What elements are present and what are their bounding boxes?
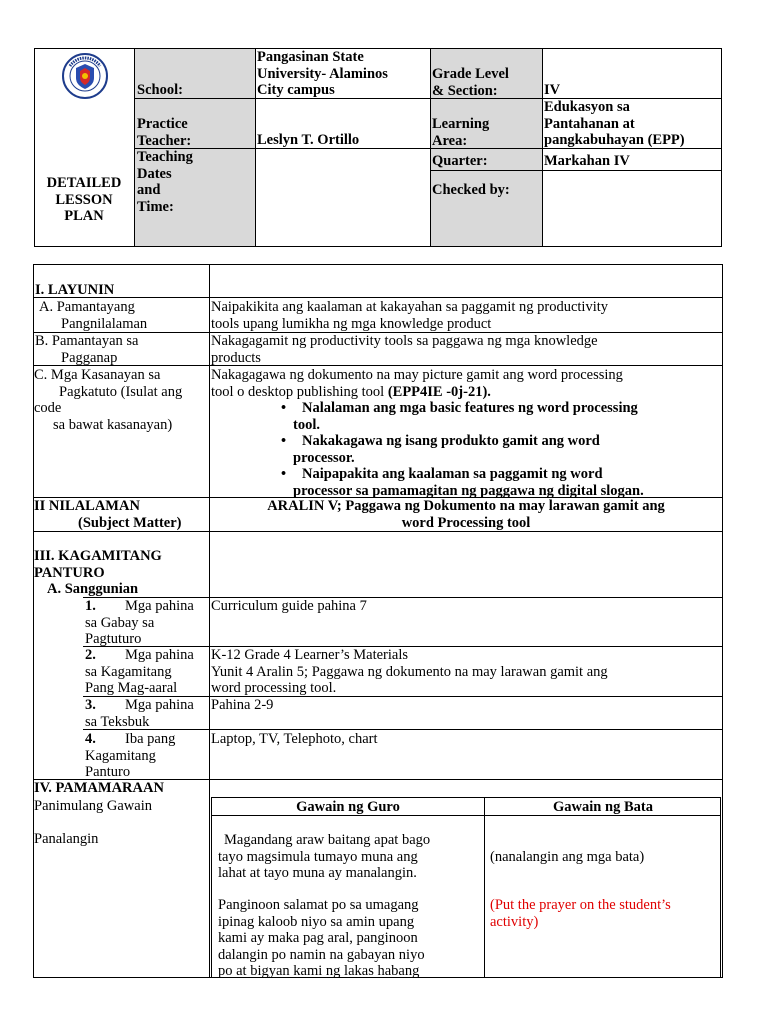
sanggunian-item-2-label: 2. Mga pahina sa Kagamitang Pang Mag-aaral [85,647,194,696]
sanggunian-item-3-value: Pahina 2-9 [211,697,274,713]
objectives-list [281,400,721,499]
kagamitan-heading: III. KAGAMITANG PANTURO A. Sanggunian [34,548,162,597]
grade-label: Grade Level & Section: [432,66,509,99]
teacher-label: Practice Teacher: [137,116,192,149]
deped-seal-logo [61,52,109,100]
pamantayan-sa-pagganap-value: Nakagagamit ng productivity tools sa paggawa ng mga knowledge products [211,333,598,366]
nilalaman-heading: II NILALAMAN (Subject Matter) [34,498,182,531]
bullet-icon: • [281,400,287,416]
bullet-icon: • [281,433,287,449]
bata-prayer-response: (nanalangin ang mga bata) [490,849,645,865]
pamantayan-sa-pagganap-label: B. Pamantayan sa Pagganap [35,333,139,366]
quarter-value: Markahan IV [544,153,630,169]
sanggunian-subheading: A. Sanggunian [47,581,139,597]
panalangin-label: Panalangin [34,831,99,847]
sanggunian-item-4-label: 4. Iba pang Kagamitang Panturo [85,731,176,780]
lesson-plan-title: DETAILED LESSON PLAN [46,175,122,224]
pamantayang-pangnilalaman-value: Naipakikita ang kaalaman at kakayahan sa paggamit ng productivity tools upang lumikha ng mga knowledge product [211,299,609,332]
area-label: Learning Area: [432,116,490,149]
student-activity-note: (Put the prayer on the student’s activity) [490,897,671,930]
gawain-ng-guro-header: Gawain ng Guro [296,799,400,815]
layunin-heading: I. LAYUNIN [35,282,115,298]
objective-item: • Nalalaman ang mga basic features ng word processing tool. [281,400,638,433]
kasanayan-value: Nakagagawa ng dokumento na may picture gamit ang word processing tool o desktop publishing tool (EPP4IE -0j-21). [211,367,623,400]
dates-label: Teaching Dates and Time: [137,149,193,215]
sanggunian-item-4-value: Laptop, TV, Telephoto, chart [211,731,378,747]
guro-prayer-text: Panginoon salamat po sa umagang ipinag kaloob niyo sa amin upang kami ay maka pag aral, panginoon dalangin po namin na gabayan niyo po at bigyan kami ng lakas habang [218,897,425,979]
school-label: School: [137,82,183,98]
sanggunian-item-2-value: K-12 Grade 4 Learner’s Materials Yunit 4 Aralin 5; Paggawa ng dokumento na may larawan gamit ang word processing tool. [211,647,608,696]
competency-code: (EPP4IE -0j-21). [387,383,491,400]
objective-item: • Naipapakita ang kaalaman sa paggamit ng word processor sa pamamagitan ng paggawa ng digital slogan. [281,466,644,499]
school-value: Pangasinan State University- Alaminos City campus [257,49,388,98]
kasanayan-label: C. Mga Kasanayan sa Pagkatuto (Isulat ang code sa bawat kasanayan) [34,367,183,433]
sanggunian-item-1-value: Curriculum guide pahina 7 [211,598,367,614]
checked-by-label: Checked by: [432,182,510,198]
objective-item: • Nakakagawa ng isang produkto gamit ang word processor. [281,433,600,466]
area-value: Edukasyon sa Pantahanan at pangkabuhayan (EPP) [544,99,685,148]
gawain-ng-bata-header: Gawain ng Bata [553,799,653,815]
sanggunian-item-3-label: 3. Mga pahina sa Teksbuk [85,697,194,730]
bullet-icon: • [281,466,287,482]
sanggunian-item-1-label: 1. Mga pahina sa Gabay sa Pagtuturo [85,598,194,647]
aralin-title: ARALIN V; Paggawa ng Dokumento na may larawan gamit ang word Processing tool [267,498,665,531]
pamamaraan-heading: IV. PAMAMARAAN [34,780,164,796]
pamantayang-pangnilalaman-label: A. Pamantayang Pangnilalaman [39,299,148,332]
panimulang-gawain-label: Panimulang Gawain [34,798,152,814]
grade-value: IV [544,82,561,98]
teacher-value: Leslyn T. Ortillo [257,132,360,148]
guro-greeting-text: Magandang araw baitang apat bago tayo magsimula tumayo muna ang lahat at tayo muna ay manalangin. [218,832,431,881]
quarter-label: Quarter: [432,153,488,169]
